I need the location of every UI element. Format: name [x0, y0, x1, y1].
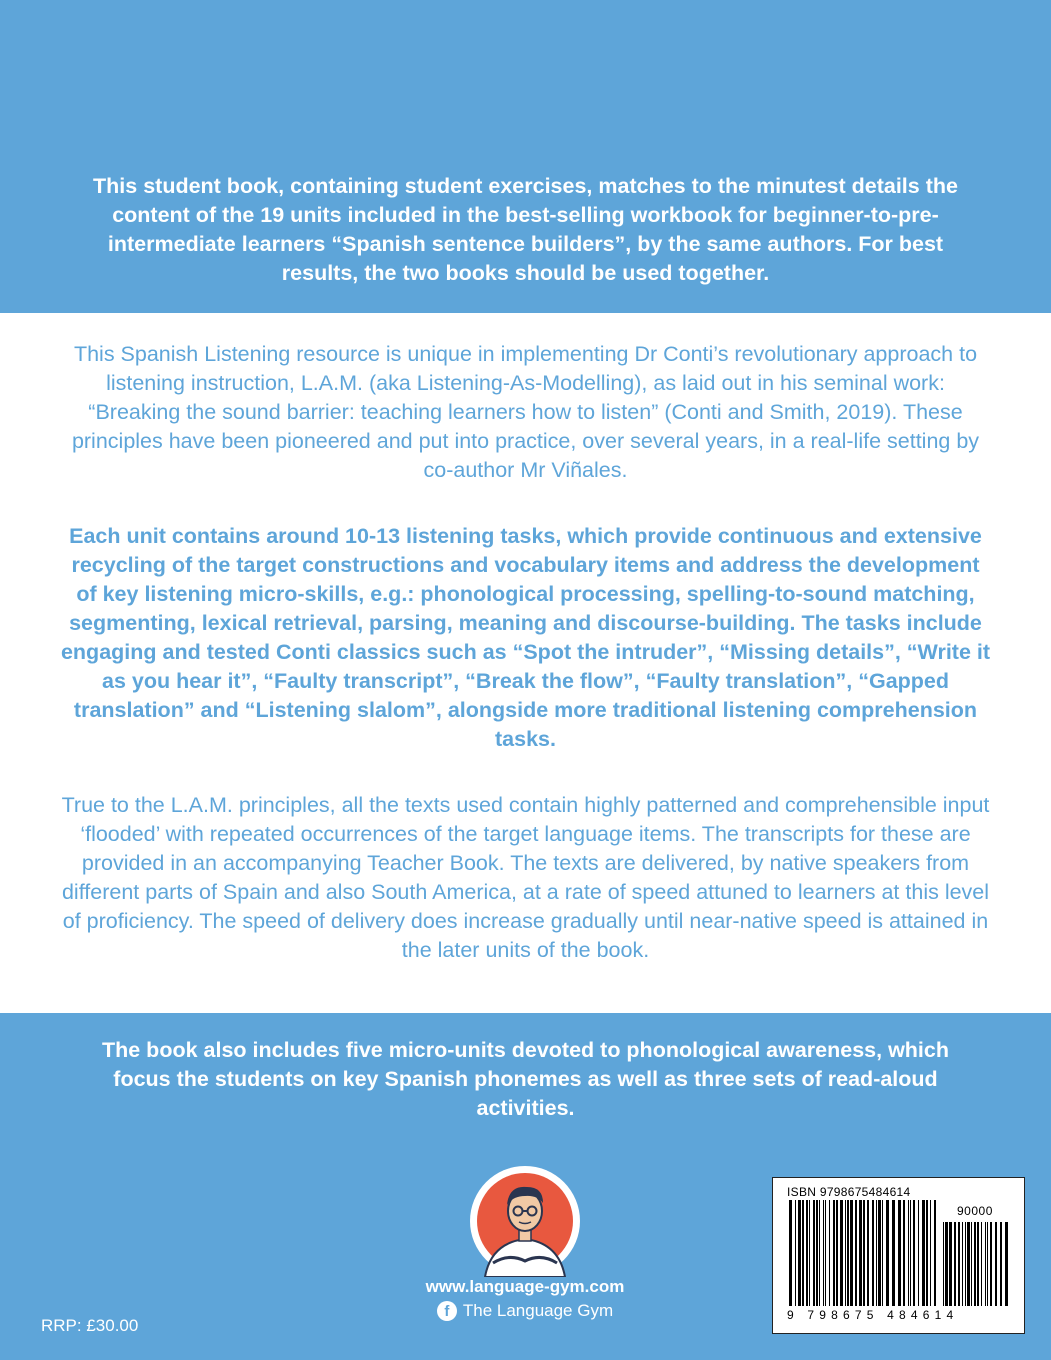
language-gym-logo — [469, 1165, 581, 1277]
barcode-bar — [913, 1200, 915, 1306]
barcode-bar — [840, 1200, 843, 1306]
barcode-bar — [930, 1200, 931, 1306]
barcode-bar — [836, 1200, 838, 1306]
barcode-bar — [954, 1222, 956, 1306]
barcode-bar — [967, 1222, 970, 1306]
facebook-line[interactable] — [360, 1301, 690, 1321]
barcode-bar — [981, 1222, 982, 1306]
intro-paragraph: This student book, containing student exercises, matches to the minutest details the content of the 19 units included in the best-selling workbook for beginner-to-pre-intermediate learners “Spanish sentence builders”, by the same authors. For best results, the two books should be used together. — [93, 174, 958, 285]
barcode-bar — [789, 1200, 792, 1306]
barcode-bar — [882, 1200, 883, 1306]
barcode-bar — [813, 1200, 815, 1306]
barcode-bar — [816, 1200, 818, 1306]
barcode-bar — [872, 1200, 874, 1306]
barcode-bar — [878, 1200, 881, 1306]
barcode-bar — [850, 1200, 853, 1306]
barcode-addon: 90000 — [957, 1204, 993, 1218]
barcode-bar — [958, 1222, 960, 1306]
barcode-bar — [898, 1200, 901, 1306]
isbn-barcode — [772, 1177, 1025, 1334]
barcode-bar — [847, 1200, 849, 1306]
barcode-bar — [859, 1200, 862, 1306]
barcode-bar — [945, 1222, 948, 1306]
barcode-bar — [798, 1200, 801, 1306]
website-link[interactable]: www.language-gym.com — [425, 1277, 625, 1296]
barcode-bar — [802, 1200, 804, 1306]
barcode-bar — [910, 1200, 911, 1306]
barcode-bar — [795, 1200, 796, 1306]
barcode-bar — [977, 1222, 979, 1306]
rrp-price: RRP: £30.00 — [41, 1316, 139, 1335]
barcode-bar — [829, 1200, 830, 1306]
barcode-bar — [863, 1200, 865, 1306]
description-paragraph-1: This Spanish Listening resource is unique in implementing Dr Conti’s revolutionary approach to listening instruction, L.A.M. (aka Listening-As-Modelling), as laid out in his seminal work: “Breaking the sound barrier: teaching learners how to listen” (Conti and Smith, 2019). These principles have been pioneered and put into practice, over several years, in a real-life setting by co-author Mr Viñales. — [71, 342, 980, 482]
description-paragraph-2: Each unit contains around 10-13 listening tasks, which provide continuous and extensive recycling of the target constructions and vocabulary items and address the development of key listening micro-skills, e.g.: phonological processing, spelling-to-sound matching, segmenting, lexical retrieval, parsing, meaning and discourse-building. The tasks include engaging and tested Conti classics such as “Spot the intruder”, “Missing details”, “Write it as you hear it”, “Faulty transcript”, “Break the flow”, “Faulty translation”, “Gapped translation” and “Listening slalom”, alongside more traditional listening comprehension tasks. — [60, 524, 991, 751]
barcode-bar — [934, 1200, 936, 1306]
barcode-bar — [1000, 1222, 1002, 1306]
barcode-bar — [962, 1222, 963, 1306]
barcode-bar — [903, 1200, 905, 1306]
barcode-bar — [845, 1200, 846, 1306]
barcode-bar — [926, 1200, 928, 1306]
barcode-bar — [867, 1200, 869, 1306]
facebook-icon: f — [437, 1301, 457, 1321]
barcode-bar — [833, 1200, 835, 1306]
facebook-label: The Language Gym — [462, 1301, 614, 1320]
barcode-bar — [990, 1222, 992, 1306]
barcode-bar — [823, 1200, 824, 1306]
barcode-bar — [1005, 1222, 1008, 1306]
barcode-bar — [985, 1222, 986, 1306]
barcode-digits: 9 798675 484614 — [787, 1308, 959, 1322]
barcode-bar — [971, 1222, 972, 1306]
barcode-bar — [974, 1222, 976, 1306]
barcode-bar — [809, 1200, 810, 1306]
barcode-bar — [943, 1222, 944, 1306]
barcode-bar — [806, 1200, 808, 1306]
barcode-bar — [892, 1200, 895, 1306]
barcode-bar — [995, 1222, 997, 1306]
barcode-bar — [825, 1200, 826, 1306]
top-band — [0, 0, 1051, 313]
barcode-bar — [918, 1200, 919, 1306]
barcode-bar — [987, 1222, 988, 1306]
barcode-bar — [886, 1200, 889, 1306]
barcode-bar — [922, 1200, 925, 1306]
barcode-bar — [819, 1200, 820, 1306]
barcode-bar — [876, 1200, 877, 1306]
barcode-bar — [965, 1222, 966, 1306]
description-paragraph-3: True to the L.A.M. principles, all the texts used contain highly patterned and comprehensible input ‘flooded’ with repeated occurrences of the target language items. The transcripts for these are provided in an accompanying Teacher Book. The texts are delivered, by native speakers from different parts of Spain and also South America, at a rate of speed attuned to learners at this level of proficiency. The speed of delivery does increase gradually until near-native speed is attained in the later units of the book. — [61, 793, 990, 962]
barcode-bar — [949, 1222, 952, 1306]
barcode-bar — [855, 1200, 857, 1306]
barcode-bar — [908, 1200, 909, 1306]
bottom-paragraph: The book also includes five micro-units devoted to phonological awareness, which focus the students on key Spanish phonemes as well as three sets of read-aloud activities. — [101, 1038, 949, 1120]
isbn-label: ISBN 9798675484614 — [787, 1185, 911, 1199]
